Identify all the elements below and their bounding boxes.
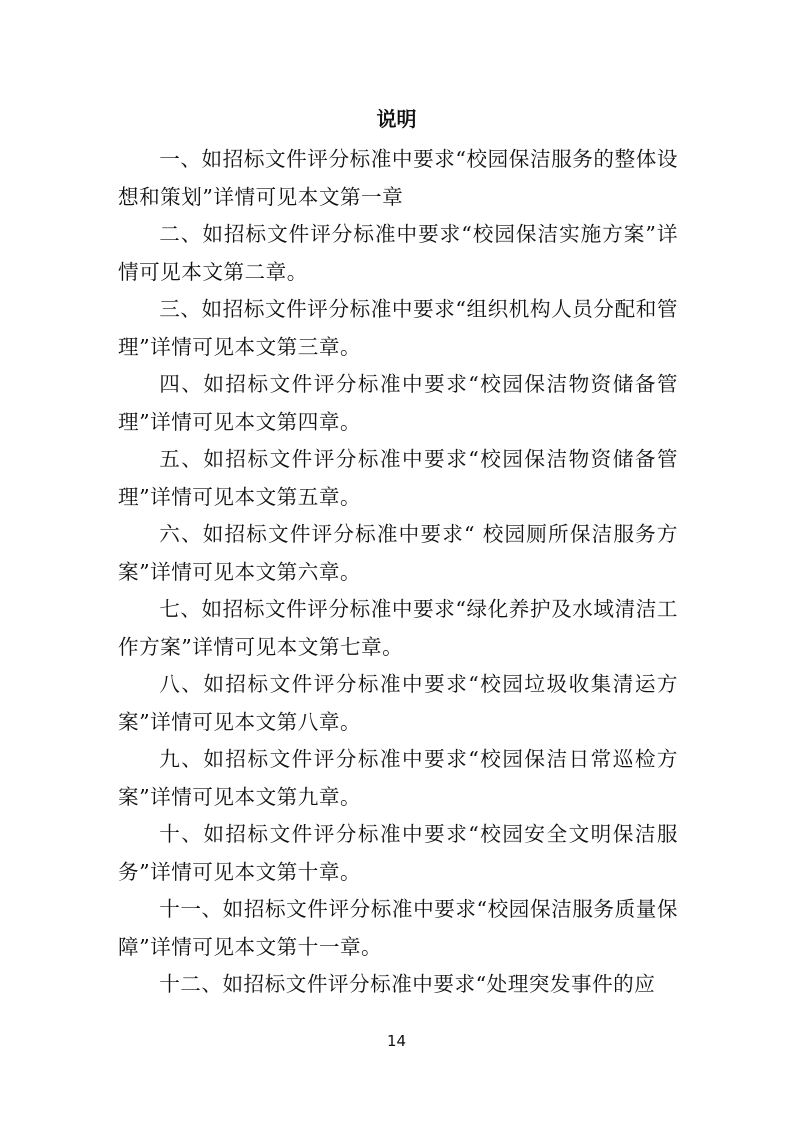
paragraph-9: 九、如招标文件评分标准中要求“校园保洁日常巡检方案”详情可见本文第九章。 <box>118 747 678 809</box>
paragraph-10: 十、如招标文件评分标准中要求“校园安全文明保洁服务”详情可见本文第十章。 <box>118 822 678 884</box>
page-title: 说明 <box>376 107 417 131</box>
paragraph-1: 一、如招标文件评分标准中要求“校园保洁服务的整体设想和策划”详情可见本文第一章 <box>118 147 678 209</box>
document-body <box>118 141 678 1004</box>
page-number: 14 <box>386 1032 407 1050</box>
paragraph-7: 七、如招标文件评分标准中要求“绿化养护及水域清洁工作方案”详情可见本文第七章。 <box>118 597 678 659</box>
paragraph-3: 三、如招标文件评分标准中要求“组织机构人员分配和管理”详情可见本文第三章。 <box>118 297 678 359</box>
paragraph-8: 八、如招标文件评分标准中要求“校园垃圾收集清运方案”详情可见本文第八章。 <box>118 672 678 734</box>
paragraph-11: 十一、如招标文件评分标准中要求“校园保洁服务质量保障”详情可见本文第十一章。 <box>118 897 678 959</box>
paragraph-2: 二、如招标文件评分标准中要求“校园保洁实施方案”详情可见本文第二章。 <box>118 222 678 284</box>
paragraph-6: 六、如招标文件评分标准中要求“ 校园厕所保洁服务方案”详情可见本文第六章。 <box>118 522 678 584</box>
paragraph-12: 十二、如招标文件评分标准中要求“处理突发事件的应 <box>159 972 656 996</box>
paragraph-5: 五、如招标文件评分标准中要求“校园保洁物资储备管理”详情可见本文第五章。 <box>118 447 678 509</box>
paragraph-4: 四、如招标文件评分标准中要求“校园保洁物资储备管理”详情可见本文第四章。 <box>118 372 678 434</box>
